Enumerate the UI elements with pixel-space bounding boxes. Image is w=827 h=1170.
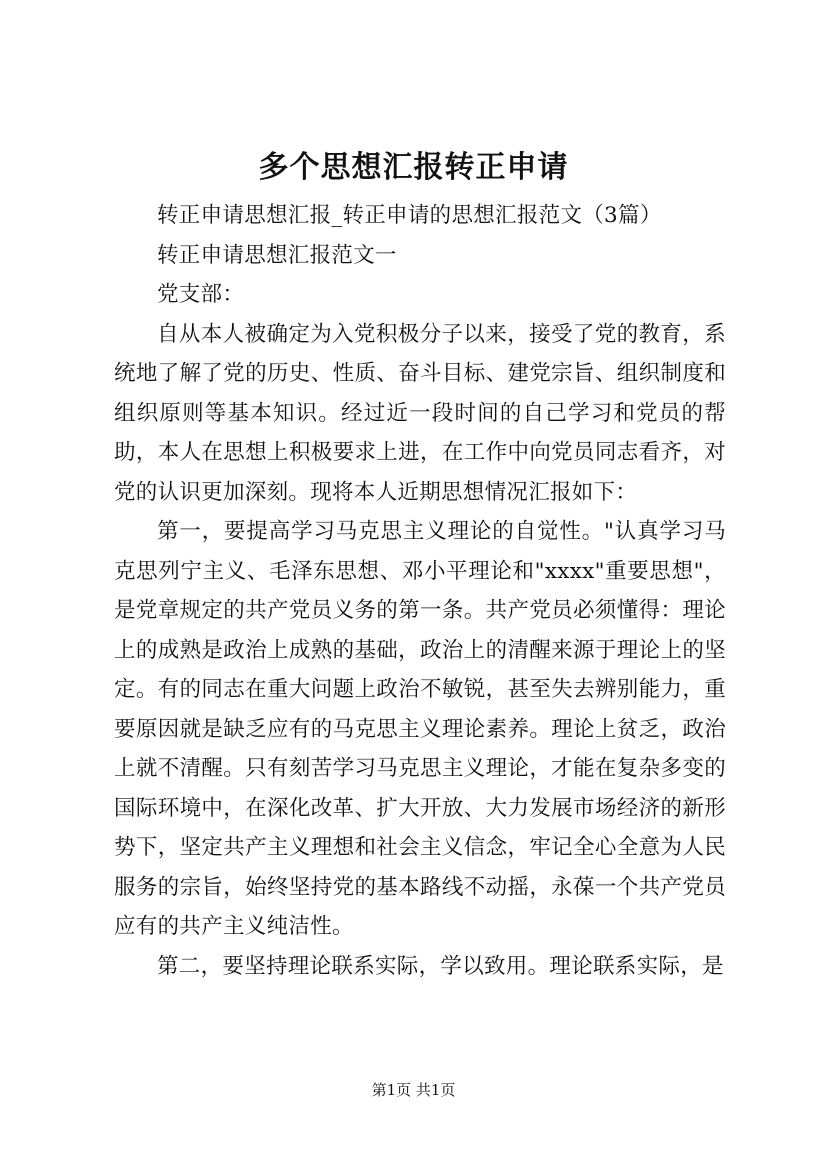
document-body	[114, 196, 726, 986]
paragraph-salutation: 党支部：	[157, 282, 245, 307]
paragraph-point-two: 第二，要坚持理论联系实际，学以致用。理论联系实际，是	[157, 953, 724, 979]
paragraph-section-heading: 转正申请思想汇报范文一	[157, 242, 397, 268]
page-footer: 第1页 共1页	[371, 1081, 456, 1099]
document-title: 多个思想汇报转正申请	[258, 150, 569, 185]
paragraph-point-one: 第一，要提高学习马克思主义理论的自觉性。"认真学习马克思列宁主义、毛泽东思想、邓小平理论和"xxxx"重要思想"，是党章规定的共产党员义务的第一条。共产党员必须懂得：理论上的成熟是政治上成熟的基础，政治上的清醒来源于理论上的坚定。有的同志在重大问题上政治不敏锐，甚至失去辨别能力，重要原因就是缺乏应有的马克思主义理论素养。理论上贫乏，政治上就不清醒。只有刻苦学习马克思主义理论，才能在复杂多变的国际环境中，在深化改革、扩大开放、大力发展市场经济的新形势下，坚定共产主义理想和社会主义信念，牢记全心全意为人民服务的宗旨，始终坚持党的基本路线不动摇，永葆一个共产党员应有的共产主义纯洁性。	[114, 519, 726, 939]
paragraph-subtitle: 转正申请思想汇报_转正申请的思想汇报范文（3篇）	[157, 203, 662, 228]
paragraph-intro: 自从本人被确定为入党积极分子以来，接受了党的教育，系统地了解了党的历史、性质、奋斗目标、建党宗旨、组织制度和组织原则等基本知识。经过近一段时间的自己学习和党员的帮助，本人在思想上积极要求上进，在工作中向党员同志看齐，对党的认识更加深刻。现将本人近期思想情况汇报如下：	[114, 321, 726, 505]
